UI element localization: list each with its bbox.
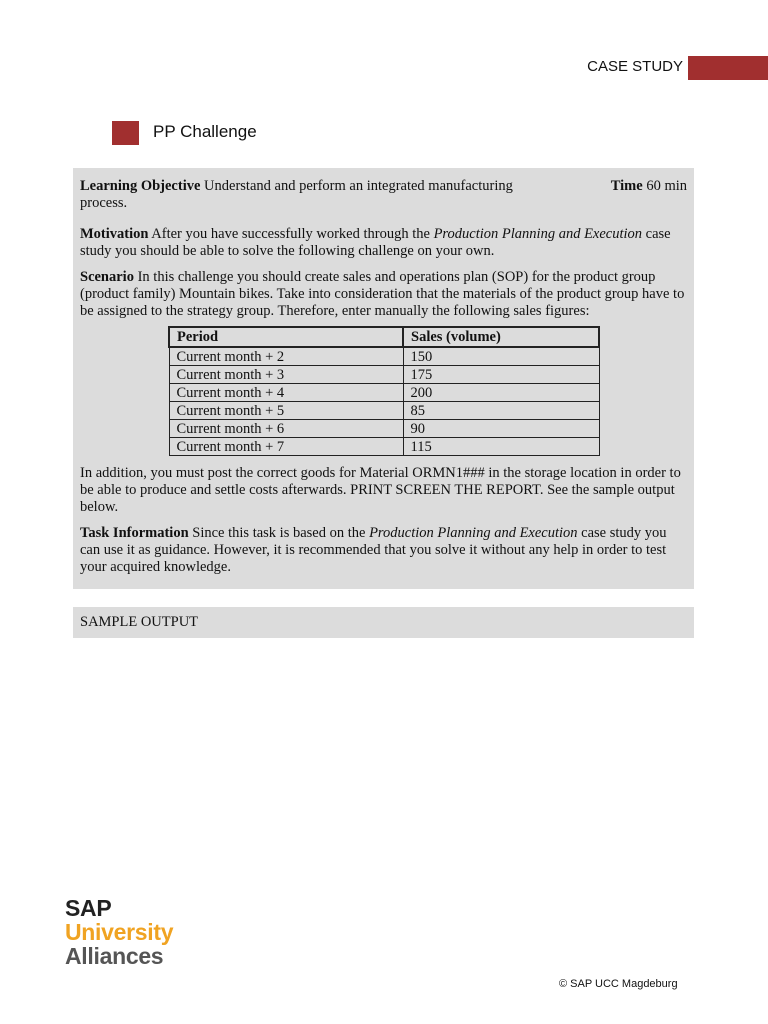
period-cell: Current month + 6 (169, 420, 403, 438)
logo-line-alliances: Alliances (65, 943, 164, 969)
table-header-row (169, 327, 599, 347)
page-title: PP Challenge (153, 122, 257, 141)
scenario-paragraph (80, 269, 687, 320)
period-cell: Current month + 7 (169, 438, 403, 456)
sales-cell: 200 (403, 384, 599, 402)
sales-cell: 115 (403, 438, 599, 456)
column-header: Period (169, 327, 403, 347)
motivation-italic: Production Planning and Execution (433, 226, 643, 242)
table-row (169, 384, 599, 402)
motivation-paragraph (80, 226, 687, 260)
scenario-text: In this challenge you should create sales and operations plan (SOP) for the product group (product family) Mountain bikes. Take into consideration that the materials of the product group have to be assigned to the strategy group. Therefore, enter manually the following sales figures: (80, 269, 685, 319)
task-information-label: Task Information (80, 525, 189, 541)
sales-cell: 150 (403, 347, 599, 366)
column-header: Sales (volume) (403, 327, 599, 347)
motivation-label: Motivation (80, 226, 149, 242)
case-study-label: CASE STUDY (587, 58, 683, 75)
time-label: Time (610, 178, 643, 194)
table-row (169, 420, 599, 438)
logo-line-university: University (65, 919, 174, 945)
sales-cell: 85 (403, 402, 599, 420)
task-information-text: Since this task is based on the (192, 525, 366, 541)
task-information-text-after: case study you can use it as guidance. However, it is recommended that you solve it without any help in order to test your acquired knowledge. (80, 525, 667, 575)
learning-objective-row (80, 178, 687, 212)
sap-university-alliances-logo (65, 896, 173, 968)
period-cell: Current month + 5 (169, 402, 403, 420)
table-row (169, 347, 599, 366)
sample-output-box: SAMPLE OUTPUT (73, 607, 694, 638)
sales-cell: 175 (403, 366, 599, 384)
learning-objective-label: Learning Objective (80, 178, 201, 194)
period-cell: Current month + 4 (169, 384, 403, 402)
header-accent-bar (688, 56, 768, 80)
time-value: 60 min (646, 178, 687, 194)
challenge-box (73, 168, 694, 589)
logo-line-sap: SAP (65, 895, 112, 921)
period-cell: Current month + 2 (169, 347, 403, 366)
task-information-italic: Production Planning and Execution (369, 525, 578, 541)
time-info (611, 178, 687, 195)
table-row (169, 402, 599, 420)
sales-table (168, 326, 600, 456)
copyright-text: © SAP UCC Magdeburg (559, 978, 678, 990)
motivation-text-after: case study you should be able to solve the following challenge on your own. (80, 226, 671, 259)
title-accent-square (112, 121, 139, 145)
sales-cell: 90 (403, 420, 599, 438)
period-cell: Current month + 3 (169, 366, 403, 384)
task-information-paragraph (80, 525, 687, 576)
table-row (169, 366, 599, 384)
learning-objective-text: Understand and perform an integrated manufacturing process. (80, 178, 513, 211)
addition-paragraph: In addition, you must post the correct goods for Material ORMN1### in the storage location in order to be able to produce and settle costs afterwards. PRINT SCREEN THE REPORT. See the sample output below. (80, 465, 681, 515)
motivation-text: After you have successfully worked through the (151, 226, 430, 242)
scenario-label: Scenario (80, 269, 134, 285)
table-row (169, 438, 599, 456)
